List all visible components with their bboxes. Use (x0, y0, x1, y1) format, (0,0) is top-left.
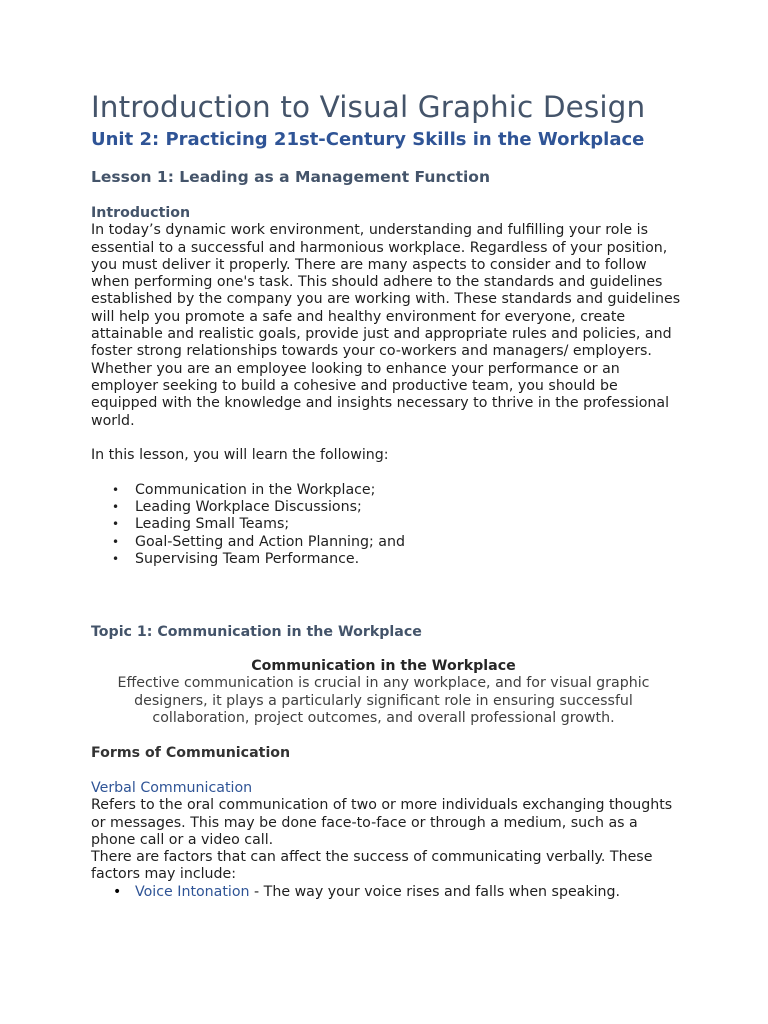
bullet-icon: • (112, 482, 120, 497)
bullet-icon: • (113, 883, 122, 900)
bullet-icon: • (112, 534, 120, 549)
topic-1-center-heading: Communication in the Workplace (251, 658, 516, 674)
introduction-heading: Introduction (91, 205, 191, 221)
factor-term: Voice Intonation (135, 883, 250, 900)
topic-1-center-text: Effective communication is crucial in any workplace, and for visual graphic designers, it plays a particularly significant role in ensuring successful collaboration, project outcomes, and overall professional growth. (117, 675, 650, 726)
factors-list (91, 884, 681, 901)
topic-1-heading: Topic 1: Communication in the Workplace (91, 624, 422, 640)
spacer (91, 430, 681, 447)
list-item: • Leading Small Teams; (112, 516, 290, 533)
factor-description: - The way your voice rises and falls when speaking. (249, 883, 621, 900)
bullet-icon: • (112, 517, 120, 532)
bullet-icon: • (112, 500, 120, 515)
learn-intro: In this lesson, you will learn the following: (91, 447, 389, 464)
verbal-section (91, 780, 681, 901)
document-title: Introduction to Visual Graphic Design (91, 90, 646, 124)
verbal-heading: Verbal Communication (91, 780, 253, 796)
spacer (91, 464, 681, 481)
bullet-icon: • (112, 551, 120, 566)
verbal-paragraph-2: There are factors that can affect the success of communicating verbally. These factors may include: (91, 849, 653, 883)
unit-heading: Unit 2: Practicing 21st-Century Skills in the Workplace (91, 129, 645, 150)
topic-1-summary (91, 658, 676, 727)
lesson-heading: Lesson 1: Leading as a Management Function (91, 168, 490, 186)
learn-list (91, 482, 681, 568)
introduction-paragraph-2: Whether you are an employee looking to enhance your performance or an employer seeking to build a cohesive and productive team, you should be equipped with the knowledge and insights necessary to thrive in the professional world. (91, 360, 670, 429)
list-item (91, 884, 681, 901)
introduction-paragraph-1: In today’s dynamic work environment, understanding and fulfilling your role is essential to a successful and harmonious workplace. Regardless of your position, you must deliver it properly. There are many aspects to consider and to follow when performing one's task. This should adhere to the standards and guidelines established by the company you are working with. These standards and guidelines will help you promote a safe and healthy environment for everyone, create attainable and realistic goals, provide just and appropriate rules and policies, and foster strong relationships towards your co-workers and managers/ employers. (91, 222, 681, 360)
list-item: • Supervising Team Performance. (112, 550, 360, 567)
introduction-section (91, 205, 681, 568)
verbal-paragraph-1: Refers to the oral communication of two or more individuals exchanging thoughts or messages. This may be done face-to-face or through a medium, such as a phone call or a video call. (91, 797, 673, 848)
list-item: • Communication in the Workplace; (112, 481, 376, 498)
forms-heading: Forms of Communication (91, 745, 291, 761)
list-item: • Leading Workplace Discussions; (112, 499, 362, 516)
list-item: • Goal-Setting and Action Planning; and (112, 533, 405, 550)
